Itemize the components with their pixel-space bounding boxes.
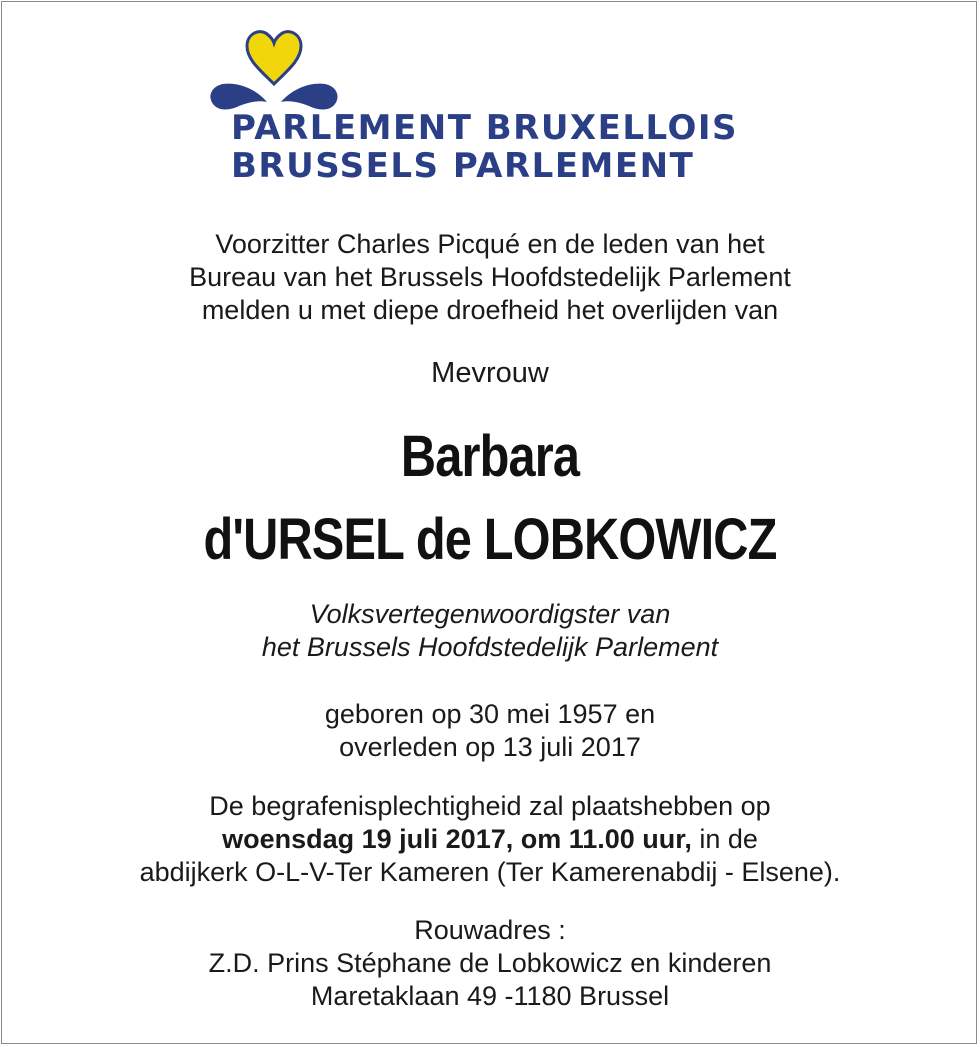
- logo-text-fr: PARLEMENT BRUXELLOIS: [231, 108, 739, 148]
- deceased-last-name: d'URSEL de LOBKOWICZ: [203, 507, 777, 572]
- birth-date: geboren op 30 mei 1957 en: [324, 699, 656, 729]
- death-date: overleden op 13 juli 2017: [339, 732, 641, 762]
- obituary-notice: [1, 1, 977, 1044]
- ceremony-datetime: woensdag 19 juli 2017, om 11.00 uur,: [222, 824, 692, 854]
- honorific: Mevrouw: [431, 357, 549, 389]
- address-street: Maretaklaan 49 -1180 Brussel: [310, 981, 670, 1011]
- deceased-role: [2, 598, 978, 664]
- logo-right-wing: [281, 84, 338, 110]
- role-line: het Brussels Hoofdstedelijk Parlement: [261, 632, 719, 662]
- role-line: Volksvertegenwoordigster van: [309, 599, 671, 629]
- deceased-first-name: Barbara: [400, 424, 580, 489]
- address-recipient: Z.D. Prins Stéphane de Lobkowicz en kinderen: [208, 948, 772, 978]
- address-heading: Rouwadres :: [414, 915, 566, 945]
- logo-left-wing: [210, 84, 267, 110]
- funeral-details: [2, 790, 978, 889]
- intro-line: melden u met diepe droefheid het overlijden van: [201, 295, 779, 325]
- ceremony-datetime-line: [2, 823, 978, 856]
- ceremony-line: De begrafenisplechtigheid zal plaatshebben op: [209, 791, 771, 821]
- logo-heart-shape: [247, 32, 301, 84]
- intro-paragraph: [2, 228, 978, 327]
- ceremony-location: abdijkerk O-L-V-Ter Kameren (Ter Kamerenabdij - Elsene).: [139, 857, 841, 887]
- ceremony-location-prefix: in de: [691, 824, 758, 854]
- intro-line: Bureau van het Brussels Hoofdstedelijk Parlement: [189, 262, 791, 292]
- condolence-address: [2, 914, 978, 1013]
- intro-line: Voorzitter Charles Picqué en de leden van het: [215, 229, 765, 259]
- life-dates: [2, 698, 978, 764]
- parliament-heart-logo-icon: [207, 24, 342, 112]
- logo-text-nl: BRUSSELS PARLEMENT: [231, 146, 695, 186]
